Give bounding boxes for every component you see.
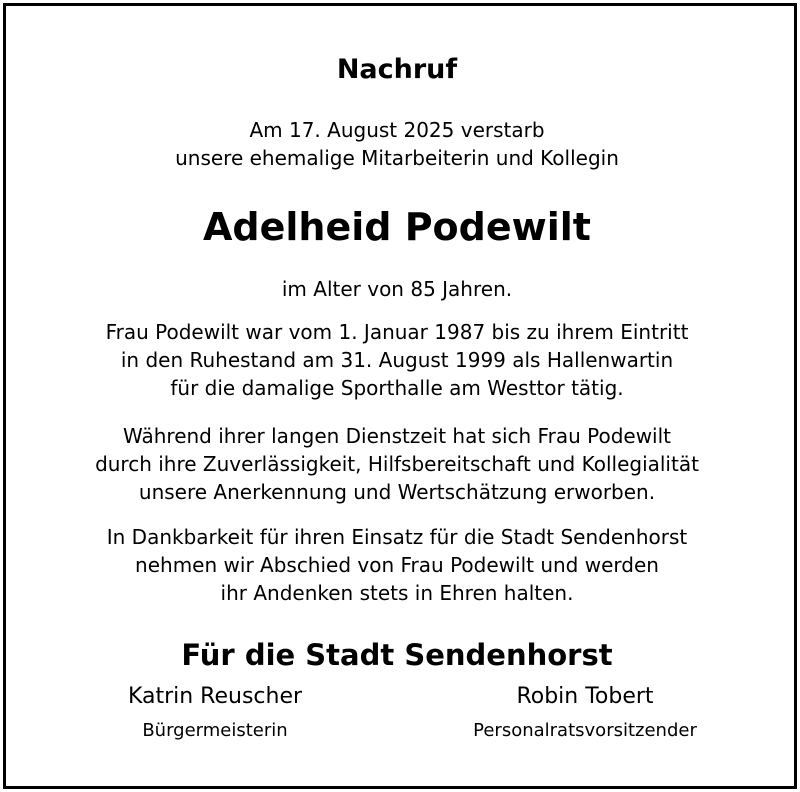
signatory-name: Katrin Reuscher bbox=[127, 684, 303, 709]
farewell-paragraph bbox=[0, 523, 794, 607]
paragraph-line: durch ihre Zuverlässigkeit, Hilfsbereitschaft und Kollegialität bbox=[95, 452, 699, 476]
signatory-left bbox=[45, 682, 385, 744]
paragraph-line: für die damalige Sporthalle am Westtor tätig. bbox=[170, 376, 624, 400]
signoff-heading: Für die Stadt Sendenhorst bbox=[181, 638, 613, 672]
appreciation-paragraph bbox=[0, 422, 794, 506]
employment-paragraph bbox=[0, 318, 794, 402]
intro-line: Am 17. August 2025 verstarb bbox=[249, 118, 545, 142]
paragraph-line: Während ihrer langen Dienstzeit hat sich Frau Podewilt bbox=[122, 424, 672, 448]
signatory-right bbox=[415, 682, 755, 744]
paragraph-line: in den Ruhestand am 31. August 1999 als Hallenwartin bbox=[120, 348, 674, 372]
deceased-name: Adelheid Podewilt bbox=[203, 205, 591, 249]
paragraph-line: unsere Anerkennung und Wertschätzung erworben. bbox=[138, 480, 656, 504]
age-line: im Alter von 85 Jahren. bbox=[281, 277, 513, 301]
signatory-role: Bürgermeisterin bbox=[142, 720, 288, 741]
signatory-role: Personalratsvorsitzender bbox=[473, 720, 697, 741]
signatory-name: Robin Tobert bbox=[516, 684, 654, 709]
paragraph-line: ihr Andenken stets in Ehren halten. bbox=[220, 581, 574, 605]
paragraph-line: In Dankbarkeit für ihren Einsatz für die Stadt Sendenhorst bbox=[106, 525, 688, 549]
intro-text bbox=[0, 116, 794, 172]
paragraph-line: nehmen wir Abschied von Frau Podewilt und werden bbox=[135, 553, 659, 577]
paragraph-line: Frau Podewilt war vom 1. Januar 1987 bis zu ihrem Eintritt bbox=[105, 320, 689, 344]
notice-heading: Nachruf bbox=[336, 54, 458, 85]
intro-line: unsere ehemalige Mitarbeiterin und Kollegin bbox=[175, 146, 619, 170]
